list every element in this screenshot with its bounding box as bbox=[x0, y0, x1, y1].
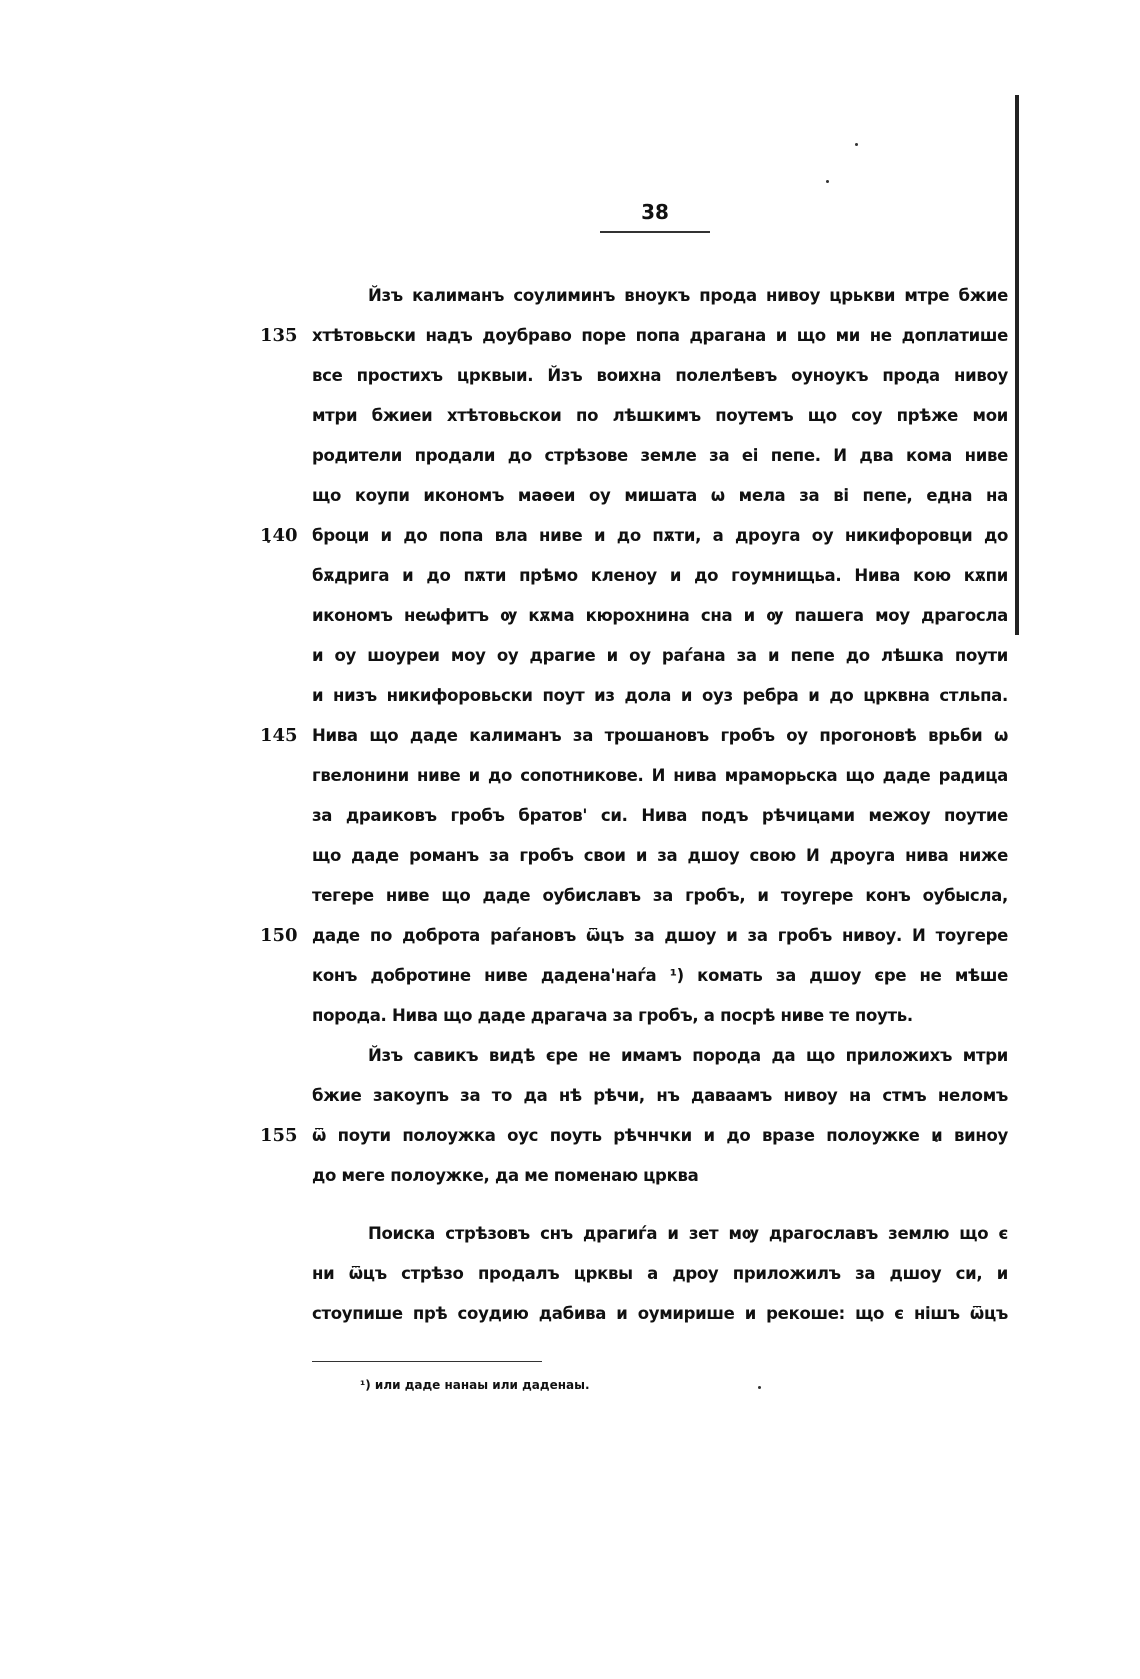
line-text: тегере ниве що даде оубиславъ за гробъ, и тоугере конъ оубысла, bbox=[312, 886, 1008, 905]
line-text: Йзъ савикъ видѣ єре не имамъ порода да що приложихъ мтри bbox=[368, 1046, 1008, 1065]
line-text: стоупише прѣ соудию дабива и оумирише и рекоше: що є нішъ ѿцъ bbox=[312, 1304, 1008, 1323]
text-line bbox=[312, 876, 1008, 916]
line-text: даде по доброта раѓановъ ѿцъ за дшоу и за гробъ нивоу. И тоугере bbox=[312, 926, 1008, 945]
line-text: до меге полоужке, да ме поменаю црква bbox=[312, 1166, 699, 1185]
page-number-rule bbox=[600, 231, 710, 233]
line-text: и низъ никифоровьски поут из дола и оуз ребра и до црквна стльпа. bbox=[312, 686, 1008, 705]
text-line bbox=[312, 996, 1008, 1036]
main-text bbox=[260, 276, 1008, 1334]
line-text: гвелонини ниве и до сопотникове. И нива мраморьска що даде радица bbox=[312, 766, 1008, 785]
line-text: порода. Нива що даде драгача за гробъ, а посрѣ ниве те поуть. bbox=[312, 1006, 913, 1025]
line-text: и оу шоуреи моу оу драгие и оу раѓана за и пепе до лѣшка поути bbox=[312, 646, 1008, 665]
line-text: за драиковъ гробъ братов' си. Нива подъ рѣчицами межоу поутие bbox=[312, 806, 1008, 825]
text-line bbox=[312, 1036, 1008, 1076]
line-number: 135 bbox=[260, 325, 298, 346]
text-line bbox=[260, 916, 1008, 956]
footnote: ¹) или даде нанаы или даденаы. bbox=[360, 1378, 590, 1392]
text-line bbox=[312, 956, 1008, 996]
paper-speck bbox=[758, 1386, 761, 1389]
text-line bbox=[312, 676, 1008, 716]
text-line bbox=[312, 276, 1008, 316]
line-number: 150 bbox=[260, 925, 298, 946]
line-text: Йзъ калиманъ соулиминъ вноукъ прода нивоу црькви мтре бжие bbox=[368, 286, 1008, 305]
text-line bbox=[312, 476, 1008, 516]
text-line bbox=[312, 1076, 1008, 1116]
line-text: Нива що даде калиманъ за трошановъ гробъ оу прогоновѣ врьби ѡ bbox=[312, 726, 1008, 745]
line-text: бѫдрига и до пѫти прѣмо кленоу и до гоумнищьа. Нива кою кѫпи bbox=[312, 566, 1008, 585]
line-number: 145 bbox=[260, 725, 298, 746]
text-line bbox=[260, 516, 1008, 556]
text-line bbox=[312, 1156, 1008, 1196]
text-line bbox=[312, 636, 1008, 676]
line-text: що даде романъ за гробъ свои и за дшоу свою И дроуга нива ниже bbox=[312, 846, 1008, 865]
text-line bbox=[312, 396, 1008, 436]
line-text: икономъ неѡфитъ ѹ кѫма кюрохнина сна и ѹ пашега моу драгосла bbox=[312, 606, 1008, 625]
line-text: Поиска стрѣзовъ снъ драгиѓа и зет мѹ драгославъ землю що є bbox=[368, 1224, 1008, 1243]
line-number: 140 bbox=[260, 525, 298, 546]
text-line bbox=[312, 1214, 1008, 1254]
line-text: ѿ поути полоужка оус поуть рѣчнчки и до вразе полоужке и виноу bbox=[312, 1126, 1008, 1145]
line-text: ни ѿцъ стрѣзо продалъ црквы а дроу приложилъ за дшоу си, и bbox=[312, 1264, 1008, 1283]
text-line bbox=[312, 356, 1008, 396]
paper-speck bbox=[855, 143, 858, 146]
text-line bbox=[312, 836, 1008, 876]
footnote-rule bbox=[312, 1361, 542, 1362]
text-line bbox=[312, 596, 1008, 636]
text-line bbox=[312, 556, 1008, 596]
page-number: 38 bbox=[641, 200, 669, 224]
text-line bbox=[260, 1116, 1008, 1156]
text-line bbox=[312, 436, 1008, 476]
line-text: конъ добротине ниве дадена'наѓа ¹) комать за дшоу єре не мѣше bbox=[312, 966, 1008, 985]
line-text: все простихъ црквыи. Йзъ воихна полелѣевъ оуноукъ прода нивоу bbox=[312, 366, 1008, 385]
line-text: броци и до попа вла ниве и до пѫти, а дроуга оу никифоровци до bbox=[312, 526, 1008, 545]
text-line bbox=[312, 1254, 1008, 1294]
line-text: що коупи икономъ маѳеи оу мишата ѡ мела за ві пепе, една на bbox=[312, 486, 1008, 505]
line-text: бжие закоупъ за то да нѣ рѣчи, нъ даваамъ нивоу на стмъ неломъ bbox=[312, 1086, 1008, 1105]
page-edge-shadow bbox=[1015, 95, 1019, 635]
line-text: родители продали до стрѣзове земле за еі пепе. И два кома ниве bbox=[312, 446, 1008, 465]
text-line bbox=[260, 716, 1008, 756]
text-line bbox=[312, 1294, 1008, 1334]
line-number: 155 bbox=[260, 1125, 298, 1146]
text-line bbox=[312, 756, 1008, 796]
line-text: мтри бжиеи хтѣтовьскои по лѣшкимъ поутемъ що соу прѣже мои bbox=[312, 406, 1008, 425]
text-line bbox=[260, 316, 1008, 356]
line-text: хтѣтовьски надъ доубраво поре попа драгана и що ми не доплатише bbox=[312, 326, 1008, 345]
paper-speck bbox=[826, 180, 829, 183]
text-line bbox=[312, 796, 1008, 836]
